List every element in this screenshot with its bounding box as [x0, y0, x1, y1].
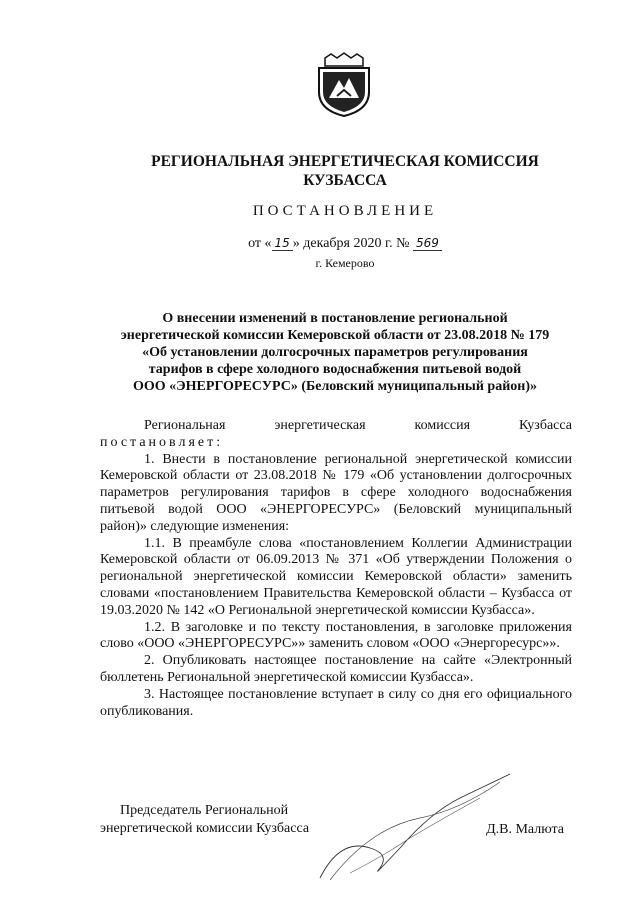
date-prefix: от « [248, 236, 272, 251]
signatory-title-line-2: энергетической комиссии Кузбасса [100, 821, 310, 836]
body-paragraph-1-2: 1.2. В заголовке и по тексту постановления, в заголовке приложения слово «ООО «ЭНЕРГОРЕСУРС»» заменить словом «ООО «Энергоресурс»». [100, 619, 572, 652]
organization-name [140, 152, 550, 190]
document-city: г. Кемерово [315, 256, 375, 270]
document-type: ПОСТАНОВЛЕНИЕ [252, 203, 438, 219]
date-day: 15 [272, 236, 293, 251]
subject-line: ООО «ЭНЕРГОРЕСУРС» (Беловский муниципальный район)» [133, 379, 537, 394]
subject-line: О внесении изменений в постановление региональной [162, 311, 508, 326]
body-decree: постановляет: [100, 434, 224, 450]
subject-line: «Об установлении долгосрочных параметров регулирования [142, 345, 528, 360]
coat-of-arms-icon [315, 52, 373, 118]
subject-line: тарифов в сфере холодного водоснабжения питьевой водой [148, 362, 522, 377]
body-intro: Региональная энергетическая комиссия Кузбасса [144, 418, 572, 433]
body-paragraph-1-1: 1.1. В преамбуле слова «постановлением Коллегии Администрации Кемеровской области от 06.09.2013 № 371 «Об утверждении Положения о региональной энергетической комиссии Кемеровской области» заменить словами «постановлением Правительства Кемеровской области – Кузбасса от 19.03.2020 № 142 «О Региональной энергетической комиссии Кузбасса». [100, 535, 572, 618]
signatory-title-line-1: Председатель Региональной [120, 803, 289, 818]
document-body [100, 418, 572, 720]
organization-line-2: КУЗБАССА [303, 172, 387, 189]
date-mid: » декабря 2020 г. № [292, 236, 410, 251]
signature-block [100, 802, 572, 838]
body-paragraph-1: 1. Внести в постановление региональной энергетической комиссии Кемеровской области от 23.08.2018 № 179 «Об установлении долгосрочных параметров регулирования тарифов в сфере холодного водоснабжения питьевой водой ООО «ЭНЕРГОРЕСУРС» (Беловский муниципальный район)» следующие изменения: [100, 451, 572, 534]
body-paragraph-2: 2. Опубликовать настоящее постановление на сайте «Электронный бюллетень Региональной энергетической комиссии Кузбасса». [100, 653, 572, 685]
subject-line: энергетической комиссии Кемеровской области от 23.08.2018 № 179 [120, 328, 550, 343]
organization-line-1: РЕГИОНАЛЬНАЯ ЭНЕРГЕТИЧЕСКАЯ КОМИССИЯ [151, 153, 539, 170]
document-date [210, 236, 480, 252]
signatory-name: Д.В. Малюта [486, 822, 564, 837]
document-number: 569 [413, 236, 442, 251]
document-subject [100, 310, 570, 395]
body-paragraph-3: 3. Настоящее постановление вступает в силу со дня его официального опубликования. [100, 686, 572, 719]
